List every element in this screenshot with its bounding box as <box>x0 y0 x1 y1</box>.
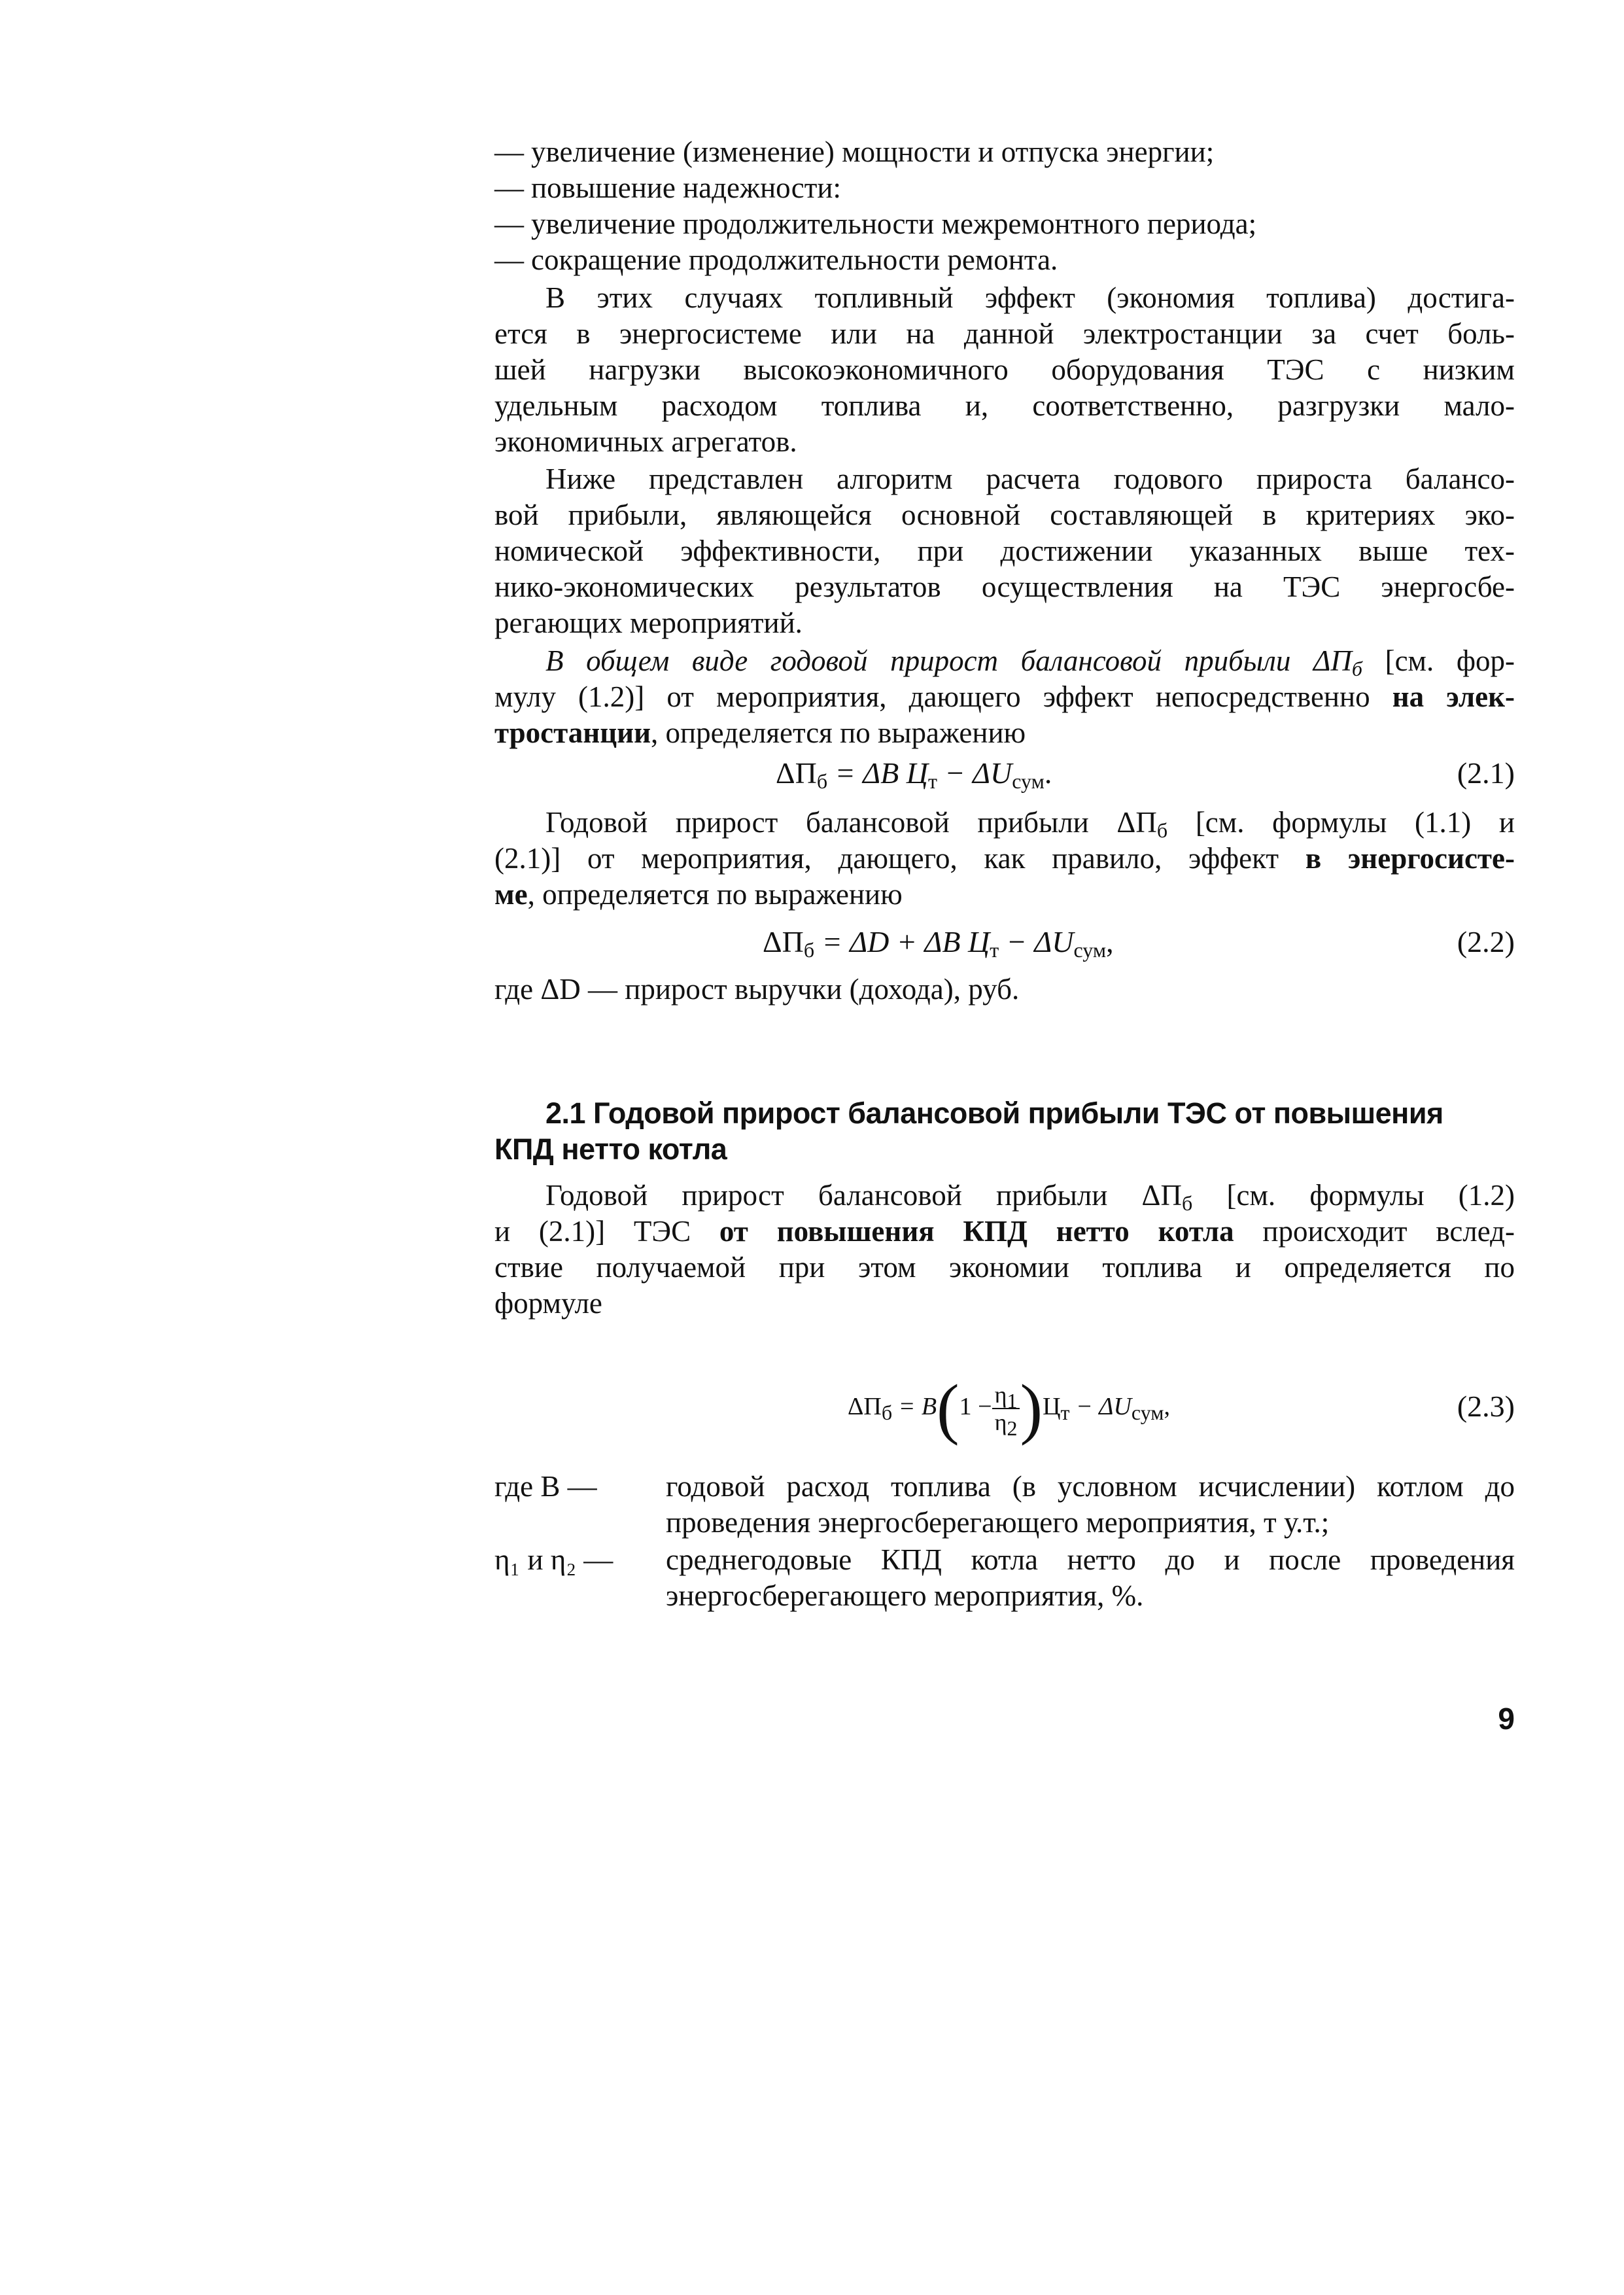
equation-number: (2.3) <box>1457 1390 1515 1423</box>
list-item: — увеличение продолжительности межремонтного периода; <box>494 207 1257 240</box>
equation-number: (2.1) <box>1457 756 1515 790</box>
list-item: — сокращение продолжительности ремонта. <box>494 243 1058 276</box>
document-page: — увеличение (изменение) мощности и отпуска энергии; — повышение надежности: — увеличение продолжительности межремонтного периода; — сокращение продолжительности ремонта. В этих случаях топливный эффект (экономия топлива) достига- ется в энергосистеме или на данной электростанции за счет боль- шей нагрузки высокоэкономичного оборудования ТЭС с низким удельным расходом топлива и, соответственно, разгрузки мало- экономичных агрегатов. Ниже представлен алгоритм расчета годового прироста балансо- вой прибыли, являющейся основной составляющей в критериях эко- номической эффективности, при достижении указанных выше тех- нико-экономических результатов осуществления на ТЭС энергосбе- регающих мероприятий. В общем виде годовой прирост балансовой прибыли $\Delta П_б$ [см. фор- мулу (1.2)] от мероприятия, дающего эффект непосредственно на элек- тростанции, определяется по выражению $\Delta П_б = \Delta B$ $Ц_т - \Delta U_{сум}$. (2.1) Годовой прирост балансовой прибыли $\Delta П_б$ [см. формулы (1.1) и (2.1)] от мероприятия, дающего, как правило, эффект в энергосисте- ме, определяется по выражению $\Delta П_б = \Delta D + \Delta B$ $Ц_т - \Delta U_{сум}$, (2.2) где ΔD — прирост выручки (дохода), руб. 2.1 Годовой прирост балансовой прибыли ТЭС от повышения КПД нетто котла Годовой прирост балансовой прибыли $\Delta П_б$ [см. формулы (1.2) и (2.1)] ТЭС от повышения КПД нетто котла происходит вслед- ствие получаемой при этом экономии топлива и определяется по формуле $\Delta П_б = B(1$ − $\frac{\eta_1}{\eta_2}$ )$Ц_т - \Delta U_{сум}$, (2.3) где B — годовой расход топлива (в условном исчислении) котлом до проведения энергосберегающего мероприятия, т у.т.; η₁ и η₂ — среднегодовые КПД котла нетто до и после проведения энергосберегающего мероприятия, %. 9 <box>494 135 1515 1736</box>
equation-2-3: $\Delta П_б = B(1$ − $\frac{\eta_1}{\eta_2}$ )$Ц_т - \Delta U_{сум}$, (2.3) <box>494 1367 1515 1446</box>
equation-2-2: $\Delta П_б = \Delta D + \Delta B$ $Ц_т - \Delta U_{сум}$, (2.2) <box>494 922 1515 962</box>
paren-left: ( <box>937 1371 959 1446</box>
equation-2-1: $\Delta П_б = \Delta B$ $Ц_т - \Delta U_{сум}$. (2.1) <box>494 754 1515 793</box>
equation-number: (2.2) <box>1457 925 1515 958</box>
list-item: — повышение надежности: <box>494 171 842 204</box>
paren-right: ) <box>1020 1371 1043 1446</box>
fraction: $\frac{\eta_1}{\eta_2}$ <box>992 1382 1020 1435</box>
list-item: — увеличение (изменение) мощности и отпуска энергии; <box>494 135 1215 168</box>
definition-delta-d: где ΔD — прирост выручки (дохода), руб. <box>494 973 1020 1006</box>
page-number: 9 <box>1498 1702 1515 1736</box>
